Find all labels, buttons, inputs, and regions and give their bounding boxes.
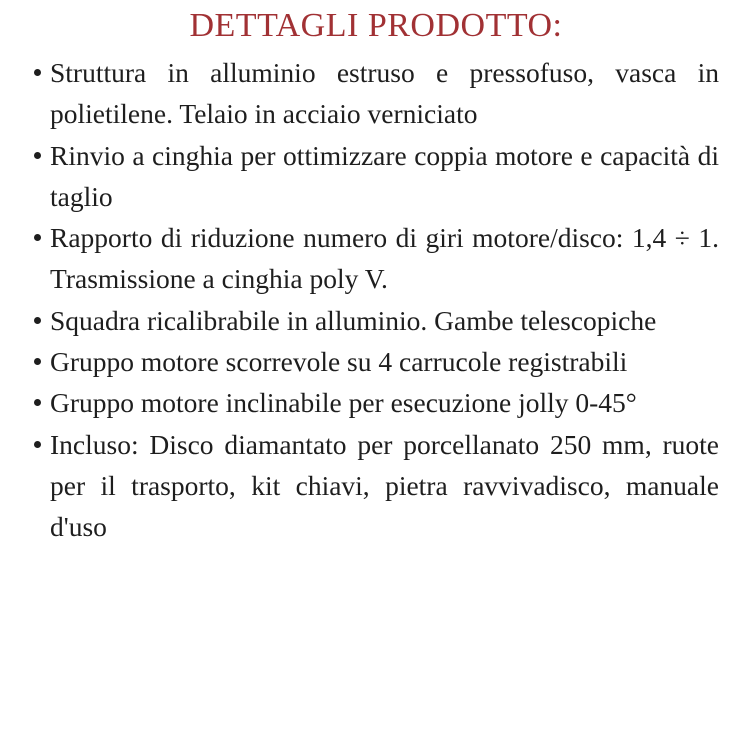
- list-item: [33, 52, 719, 135]
- list-item: [33, 217, 719, 300]
- bullet-icon: [34, 358, 41, 365]
- list-item-text: Struttura in alluminio estruso e pressofuso, vasca in polietilene. Telaio in acciaio verniciato: [50, 57, 719, 130]
- list-item: [33, 135, 719, 218]
- product-details-list: [33, 52, 719, 548]
- list-item: [33, 424, 719, 548]
- list-item: [33, 300, 719, 341]
- bullet-icon: [34, 69, 41, 76]
- list-item-text: Rinvio a cinghia per ottimizzare coppia motore e capacità di taglio: [50, 139, 719, 212]
- page-title: DETTAGLI PRODOTTO:: [189, 7, 563, 44]
- bullet-icon: [34, 317, 41, 324]
- list-item: [33, 382, 719, 423]
- list-item: [33, 341, 719, 382]
- list-item-text: Gruppo motore scorrevole su 4 carrucole registrabili: [50, 346, 628, 378]
- list-item-text: Squadra ricalibrabile in alluminio. Gambe telescopiche: [50, 304, 657, 336]
- bullet-icon: [34, 152, 41, 159]
- list-item-text: Incluso: Disco diamantato per porcellanato 250 mm, ruote per il trasporto, kit chiavi, pietra ravvivadisco, manuale d'uso: [50, 428, 719, 543]
- bullet-icon: [34, 399, 41, 406]
- bullet-icon: [34, 234, 41, 241]
- bullet-icon: [34, 441, 41, 448]
- list-item-text: Rapporto di riduzione numero di giri motore/disco: 1,4 ÷ 1. Trasmissione a cinghia poly V.: [50, 222, 719, 295]
- list-item-text: Gruppo motore inclinabile per esecuzione jolly 0-45°: [50, 387, 637, 419]
